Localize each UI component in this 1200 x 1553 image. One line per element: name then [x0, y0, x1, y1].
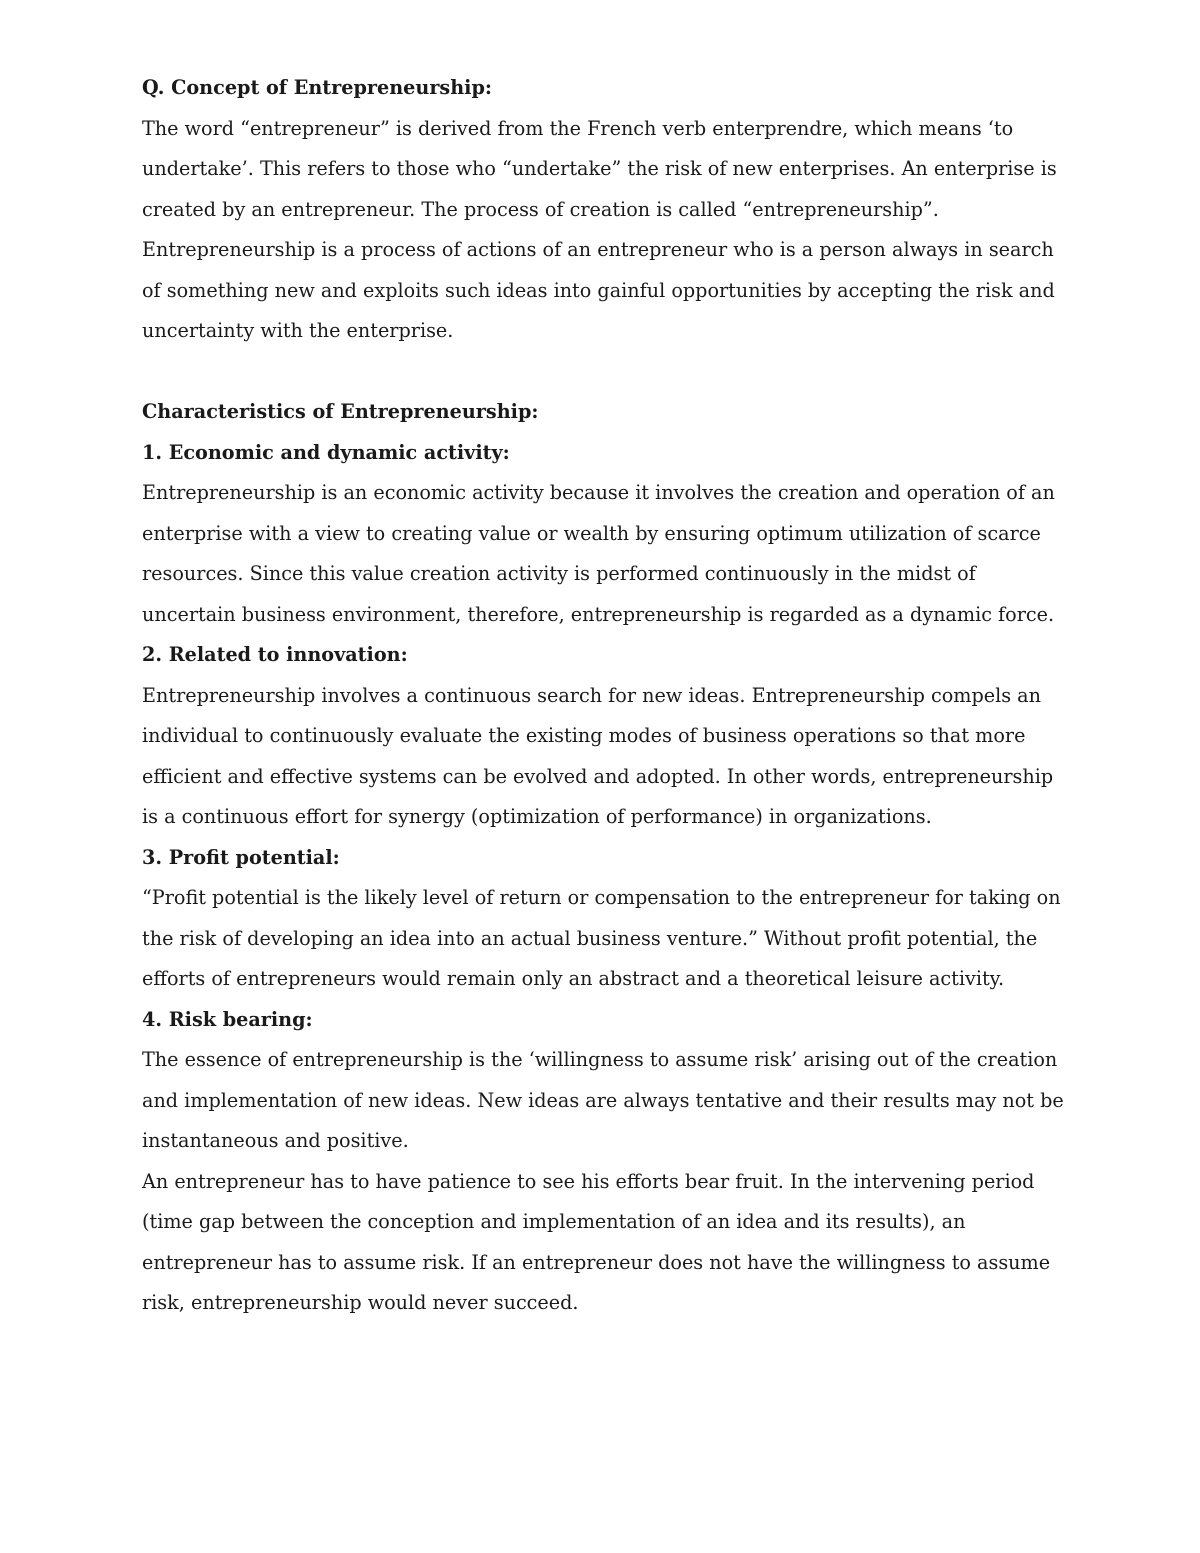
section-heading: 4. Risk bearing: — [142, 1007, 313, 1031]
section-paragraph: “Profit potential is the likely level of return or compensation to the entrepreneur for taking on the risk of developing an idea into an actual business venture.” Without profit potential, the efforts of entrepreneurs would remain only an abstract and a theoretical leisure activity. — [142, 886, 1061, 990]
section-heading: 3. Profit potential: — [142, 845, 340, 869]
intro-paragraph: Entrepreneurship is a process of actions of an entrepreneur who is a person always in search of something new and exploits such ideas into gainful opportunities by accepting the risk and uncertainty with the enterprise. — [142, 238, 1055, 342]
section-paragraph: Entrepreneurship is an economic activity because it involves the creation and operation of an enterprise with a view to creating value or wealth by ensuring optimum utilization of scarce resources. Since this value creation activity is performed continuously in the midst of uncertain business environment, therefore, entrepreneurship is regarded as a dynamic force. — [142, 481, 1055, 626]
section-heading: 1. Economic and dynamic activity: — [142, 440, 510, 464]
paragraph-spacer — [142, 352, 1067, 393]
section-paragraph: The essence of entrepreneurship is the ‘willingness to assume risk’ arising out of the creation and implementation of new ideas. New ideas are always tentative and their results may not be instantaneous and positive. — [142, 1048, 1064, 1152]
question-title: Q. Concept of Entrepreneurship: — [142, 76, 492, 99]
section-paragraph: An entrepreneur has to have patience to see his efforts bear fruit. In the intervening period (time gap between the conception and implementation of an idea and its results), an entrepreneur has to assume risk. If an entrepreneur does not have the willingness to assume risk, entrepreneurship would never succeed. — [142, 1169, 1051, 1314]
intro-paragraph: The word “entrepreneur” is derived from the French verb enterprendre, which means ‘to undertake’. This refers to those who “undertake” the risk of new enterprises. An enterprise is created by an entrepreneur. The process of creation is called “entrepreneurship”. — [142, 116, 1057, 221]
section-paragraph: Entrepreneurship involves a continuous search for new ideas. Entrepreneurship compels an individual to continuously evaluate the existing modes of business operations so that more efficient and effective systems can be evolved and adopted. In other words, entrepreneurship is a continuous effort for synergy (optimization of performance) in organizations. — [142, 683, 1054, 828]
characteristics-title: Characteristics of Entrepreneurship: — [142, 400, 539, 423]
section-heading: 2. Related to innovation: — [142, 643, 408, 666]
document-page — [142, 68, 1067, 1324]
